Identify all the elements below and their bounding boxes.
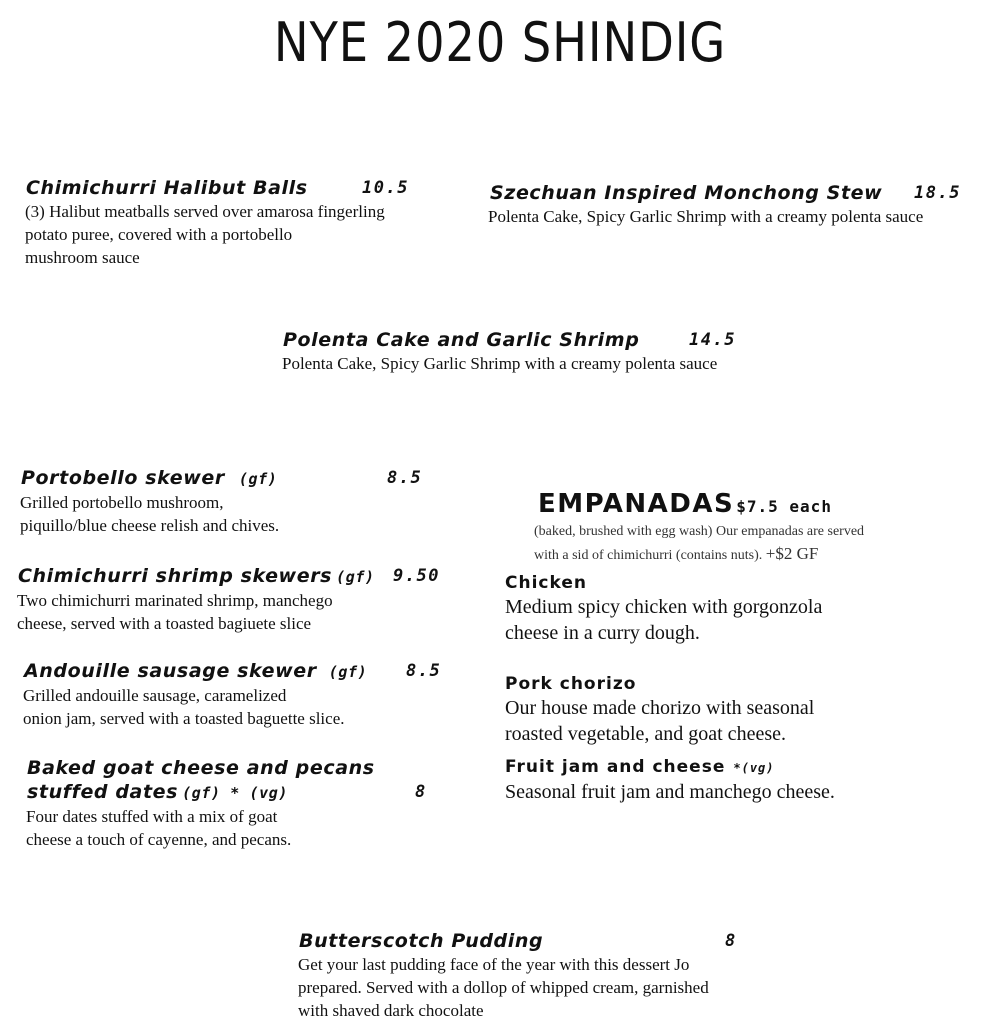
empanada-variety-fruit-jam (505, 756, 985, 805)
variety-description: Medium spicy chicken with gorgonzola cheese in a curry dough. (505, 596, 823, 644)
menu-item-andouille-skewer (24, 659, 464, 730)
item-name-text: stuffed dates (27, 781, 179, 803)
menu-title: NYE 2020 SHINDIG (273, 11, 727, 74)
item-name: Polenta Cake and Garlic Shrimp (283, 329, 640, 351)
menu-item-shrimp-skewers (18, 564, 458, 635)
item-price: 9.50 (393, 566, 440, 586)
empanada-variety-pork-chorizo (505, 673, 985, 747)
item-name-line-2 (27, 780, 467, 805)
dietary-tag: (gf) (336, 568, 375, 586)
item-price: 10.5 (362, 178, 409, 198)
item-name-line-1: Baked goat cheese and pecans (27, 757, 375, 779)
item-price: 8.5 (406, 661, 442, 681)
menu-item-portobello-skewer (21, 466, 461, 537)
menu-item-monchong-stew (490, 181, 990, 228)
item-description: Polenta Cake, Spicy Garlic Shrimp with a creamy polenta sauce (282, 354, 718, 373)
dietary-tag: *(vg) (733, 761, 775, 775)
empanadas-title: EMPANADAS (538, 489, 735, 519)
empanadas-heading (538, 490, 978, 521)
item-description: Grilled andouille sausage, caramelized onion jam, served with a toasted baguette slice. (23, 686, 345, 728)
item-price: 8 (415, 782, 427, 802)
item-name (18, 564, 458, 589)
menu-item-polenta-shrimp (283, 328, 783, 375)
item-name (24, 659, 464, 684)
empanadas-note-text: (baked, brushed with egg wash) Our empanadas are served with a sid of chimichurri (contains nuts). (534, 524, 865, 563)
item-name-text: Chimichurri shrimp skewers (18, 565, 333, 587)
empanadas-price: $7.5 each (736, 497, 832, 516)
item-name: Szechuan Inspired Monchong Stew (490, 182, 883, 204)
menu-item-butterscotch-pudding (299, 929, 799, 1022)
item-description: (3) Halibut meatballs served over amarosa fingerling potato puree, covered with a portobello mushroom sauce (25, 202, 385, 267)
menu-item-stuffed-dates (27, 756, 467, 851)
item-name: Butterscotch Pudding (299, 930, 544, 952)
dietary-tag: (gf) (238, 470, 278, 488)
item-description: Polenta Cake, Spicy Garlic Shrimp with a creamy polenta sauce (488, 207, 924, 226)
variety-description: Our house made chorizo with seasonal roasted vegetable, and goat cheese. (505, 697, 815, 745)
item-description: Grilled portobello mushroom, piquillo/blue cheese relish and chives. (20, 493, 280, 535)
gluten-free-upcharge: +$2 GF (765, 544, 819, 563)
item-description: Two chimichurri marinated shrimp, manchego cheese, served with a toasted bagiuete slice (17, 591, 333, 633)
item-name-text: Portobello skewer (21, 467, 225, 489)
variety-name-text: Fruit jam and cheese (505, 757, 726, 777)
item-description: Get your last pudding face of the year with this dessert Jo prepared. Served with a dollop of whipped cream, garnished with shaved dark chocolate (298, 955, 709, 1020)
item-price: 8.5 (387, 468, 423, 488)
variety-name: Chicken (505, 573, 587, 593)
item-price: 14.5 (689, 330, 736, 350)
item-price: 18.5 (914, 183, 961, 203)
dietary-tag: (gf) * (vg) (182, 784, 289, 802)
item-description: Four dates stuffed with a mix of goat cheese a touch of cayenne, and pecans. (26, 807, 292, 849)
variety-description: Seasonal fruit jam and manchego cheese. (505, 781, 835, 803)
item-name-text: Andouille sausage skewer (24, 660, 317, 682)
menu-item-halibut-balls (26, 176, 466, 269)
item-name: Chimichurri Halibut Balls (26, 177, 308, 199)
empanada-variety-chicken (505, 572, 985, 646)
empanadas-note (534, 521, 978, 567)
item-price: 8 (725, 931, 737, 951)
dietary-tag: (gf) (328, 663, 368, 681)
empanadas-section (534, 489, 978, 567)
variety-name: Pork chorizo (505, 674, 637, 694)
variety-name (505, 756, 985, 779)
